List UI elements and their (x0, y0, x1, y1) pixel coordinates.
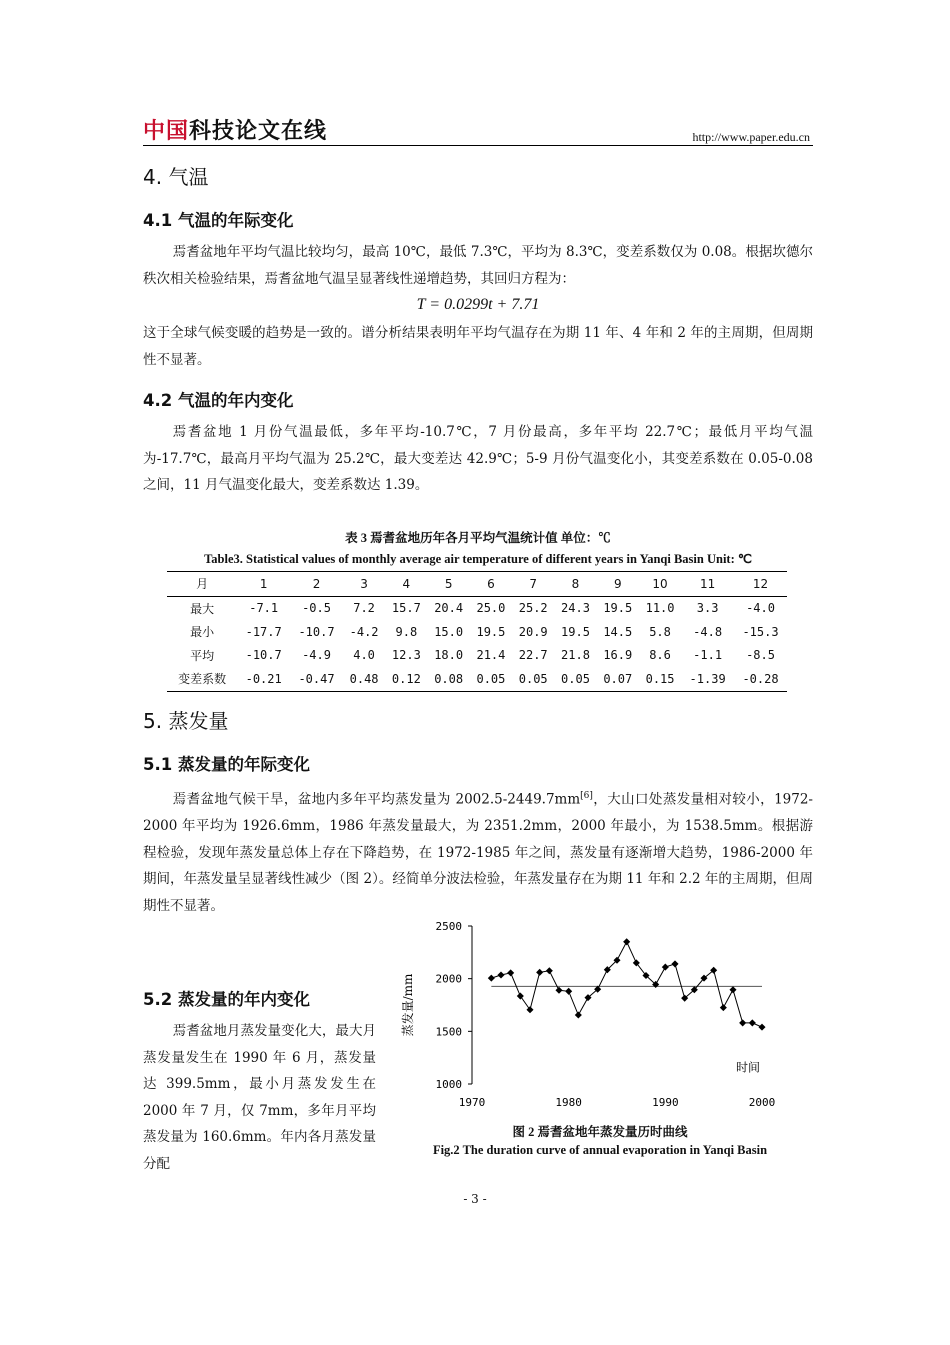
figure-2-chart (390, 912, 810, 1122)
table-cell: 12.3 (391, 648, 421, 663)
table-cell: 20.9 (518, 624, 548, 639)
table-cell: 21.4 (476, 648, 506, 663)
table-cell: 19.5 (603, 601, 633, 616)
table-cell: 19.5 (476, 624, 506, 639)
section-4-2-para-1: 焉耆盆地 1 月份气温最低，多年平均-10.7℃，7 月份最高，多年平均 22.7℃；最低月平均气温为-17.7℃，最高月平均气温为 25.2℃，最大变差达 42.9℃；5-9 月份气温变化小，其变差系数在 0.05-0.08 之间，11 月气温变化最大，变差系数达 1.39。 (143, 424, 813, 493)
section-5-1-para-1 (143, 783, 813, 914)
table-cell: 8 (554, 572, 596, 597)
table-cell: -0.5 (302, 601, 331, 616)
regression-equation: T = 0.0299t + 7.71 (416, 296, 540, 313)
data-point (488, 975, 495, 982)
data-point (720, 1004, 727, 1011)
data-point (546, 967, 553, 974)
section-4-1-para-1: 焉耆盆地年平均气温比较均匀，最高 10℃，最低 7.3℃，平均为 8.3℃，变差系数仅为 0.08。根据坎德尔秩次相关检验结果，焉耆盆地气温呈显著线性递增趋势，其回归方程为： (143, 244, 813, 287)
table-cell: 1 (237, 572, 290, 597)
table-row-label: 最大 (190, 601, 215, 616)
table-cell: -1.1 (693, 648, 723, 663)
table-cell: 0.15 (639, 667, 681, 691)
table-cell: -4.0 (746, 601, 775, 616)
data-point (575, 1011, 582, 1018)
table-row-label: 变差系数 (167, 667, 237, 691)
evaporation-series-line (491, 942, 762, 1027)
section-4-2-title: 4.2 气温的年内变化 (143, 391, 294, 410)
table-cell: 10 (639, 572, 681, 597)
table-cell: 0.08 (428, 667, 470, 691)
section-5-2-title: 5.2 蒸发量的年内变化 (143, 990, 310, 1009)
table-cell: -1.39 (681, 667, 734, 691)
table-cell: 6 (470, 572, 512, 597)
table-cell: -7.1 (249, 601, 279, 616)
table-cell: 25.0 (476, 601, 506, 616)
table-cell: 19.5 (561, 624, 590, 639)
y-tick-label: 2500 (435, 920, 462, 933)
section-5-1-title: 5.1 蒸发量的年际变化 (143, 755, 310, 774)
data-point (565, 988, 572, 995)
table-cell: -0.28 (734, 667, 787, 691)
table-3 (167, 571, 787, 692)
data-point (749, 1019, 756, 1026)
x-axis-label: 时间 (735, 1060, 761, 1075)
table-cell: 2 (290, 572, 343, 597)
table-cell: -4.9 (302, 648, 331, 663)
data-point (526, 1006, 533, 1013)
header-url[interactable]: http://www.paper.edu.cn (692, 130, 810, 144)
table-cell: 5.8 (649, 624, 671, 639)
table-row (167, 620, 787, 644)
table-cell: 25.2 (518, 601, 548, 616)
figure-2-caption-en: Fig.2 The duration curve of annual evaporation in Yanqi Basin (432, 1143, 768, 1157)
section-4-title: 4. 气温 (143, 165, 209, 189)
table-cell: -10.7 (245, 648, 282, 663)
x-tick-label: 1990 (652, 1096, 679, 1109)
table-cell: 15.0 (434, 624, 464, 639)
section-5-2-para-1: 焉耆盆地月蒸发量变化大，最大月蒸发量发生在 1990 年 6 月，蒸发量达 399.5mm，最小月蒸发发生在 2000 年 7 月，仅 7mm，多年月平均蒸发量为 160.6mm。年内各月蒸发量分配 (143, 1023, 376, 1172)
table-cell: 18.0 (434, 648, 464, 663)
table-cell: -0.21 (237, 667, 290, 691)
header-divider (143, 145, 813, 146)
table-3-caption-cn: 表 3 焉耆盆地历年各月平均气温统计值 单位：℃ (345, 531, 611, 545)
table-row-label: 最小 (190, 625, 215, 640)
table-cell: 0.07 (597, 667, 639, 691)
table-cell: 12 (734, 572, 787, 597)
table-cell: 24.3 (561, 601, 590, 616)
table-cell: 4 (385, 572, 427, 597)
table-cell: 3 (343, 572, 385, 597)
table-cell: 7 (512, 572, 554, 597)
table-cell: 16.9 (603, 648, 633, 663)
table-cell: -17.7 (245, 624, 282, 639)
section-4-1-title: 4.1 气温的年际变化 (143, 211, 294, 230)
table-row (167, 644, 787, 668)
logo-red-text: 中国 (143, 119, 190, 144)
table-cell: 21.8 (561, 648, 590, 663)
data-point (758, 1024, 765, 1031)
table-cell: -4.8 (693, 624, 723, 639)
table-cell: 5 (428, 572, 470, 597)
data-point (517, 993, 524, 1000)
table-cell: 3.3 (696, 601, 719, 616)
table-header-row (167, 572, 787, 597)
table-cell: 11 (681, 572, 734, 597)
data-point (729, 986, 736, 993)
table-cell: 7.2 (353, 601, 375, 616)
table-cell: 4.0 (353, 648, 375, 663)
x-tick-label: 1980 (555, 1096, 582, 1109)
table-cell: 11.0 (645, 601, 675, 616)
data-point (671, 960, 678, 967)
table-row-label: 月 (167, 572, 237, 597)
table-cell: -8.5 (746, 648, 775, 663)
table-cell: 0.12 (385, 667, 427, 691)
table-row-label: 平均 (190, 648, 215, 663)
table-cell: 20.4 (434, 601, 464, 616)
page-number: - 3 - (463, 1192, 487, 1206)
x-tick-label: 2000 (748, 1096, 776, 1109)
section-5-1-text-a: 焉耆盆地气候干旱，盆地内多年平均蒸发量为 2002.5-2449.7mm (172, 791, 581, 808)
data-point (555, 987, 562, 994)
table-cell: 0.48 (343, 667, 385, 691)
data-point (623, 938, 630, 945)
table-cell: 15.7 (391, 601, 421, 616)
table-cell: 8.6 (649, 648, 671, 663)
table-cell: -4.2 (349, 624, 379, 639)
table-cell: -15.3 (742, 624, 779, 639)
reference-6[interactable]: [6] (580, 791, 593, 801)
y-tick-label: 1500 (435, 1025, 462, 1039)
section-5-1-text-b: ，大山口处蒸发量相对较小，1972-2000 年平均为 1926.6mm，1986 年蒸发量最大，为 2351.2mm，2000 年最小，为 1538.5mm。根据游程检验，发现年蒸发量总体上存在下降趋势，在 1972-1985 年之间，蒸发量有逐渐增大趋势，1986-2000 年期间，年蒸发量呈显著线性减少（图 2）。经简单分波法检验，年蒸发量存在为期 11 年和 2.2 年的主周期，但周期性不显著。 (143, 791, 813, 914)
figure-2-caption-cn: 图 2 焉耆盆地年蒸发量历时曲线 (512, 1125, 688, 1139)
data-point (739, 1019, 746, 1026)
table-cell: 0.05 (470, 667, 512, 691)
table-cell: 9.8 (395, 624, 418, 639)
data-point (536, 969, 543, 976)
data-point (662, 964, 669, 971)
y-tick-label: 1000 (435, 1078, 462, 1091)
table-3-caption-en: Table3. Statistical values of monthly average air temperature of different years in Yanqi Basin Unit: ℃ (204, 552, 752, 566)
logo-black-text: 科技论文在线 (189, 119, 328, 144)
y-tick-label: 2000 (435, 972, 462, 986)
site-logo (143, 114, 327, 145)
x-tick-label: 1970 (458, 1096, 486, 1109)
table-cell: 14.5 (603, 624, 633, 639)
data-point (497, 971, 504, 978)
y-axis-label: 蒸发量/mm (401, 973, 415, 1037)
section-4-1-para-2: 这于全球气候变暖的趋势是一致的。谱分析结果表明年平均气温存在为期 11 年、4 年和 2 年的主周期，但周期性不显著。 (143, 325, 813, 368)
table-cell: 22.7 (518, 648, 548, 663)
table-cell: -10.7 (298, 624, 335, 639)
table-cell: 0.05 (554, 667, 596, 691)
table-row (167, 667, 787, 691)
table-cell: -0.47 (290, 667, 343, 691)
table-cell: 0.05 (512, 667, 554, 691)
section-5-title: 5. 蒸发量 (143, 709, 229, 733)
table-cell: 9 (597, 572, 639, 597)
data-point (507, 969, 514, 976)
table-row (167, 596, 787, 620)
